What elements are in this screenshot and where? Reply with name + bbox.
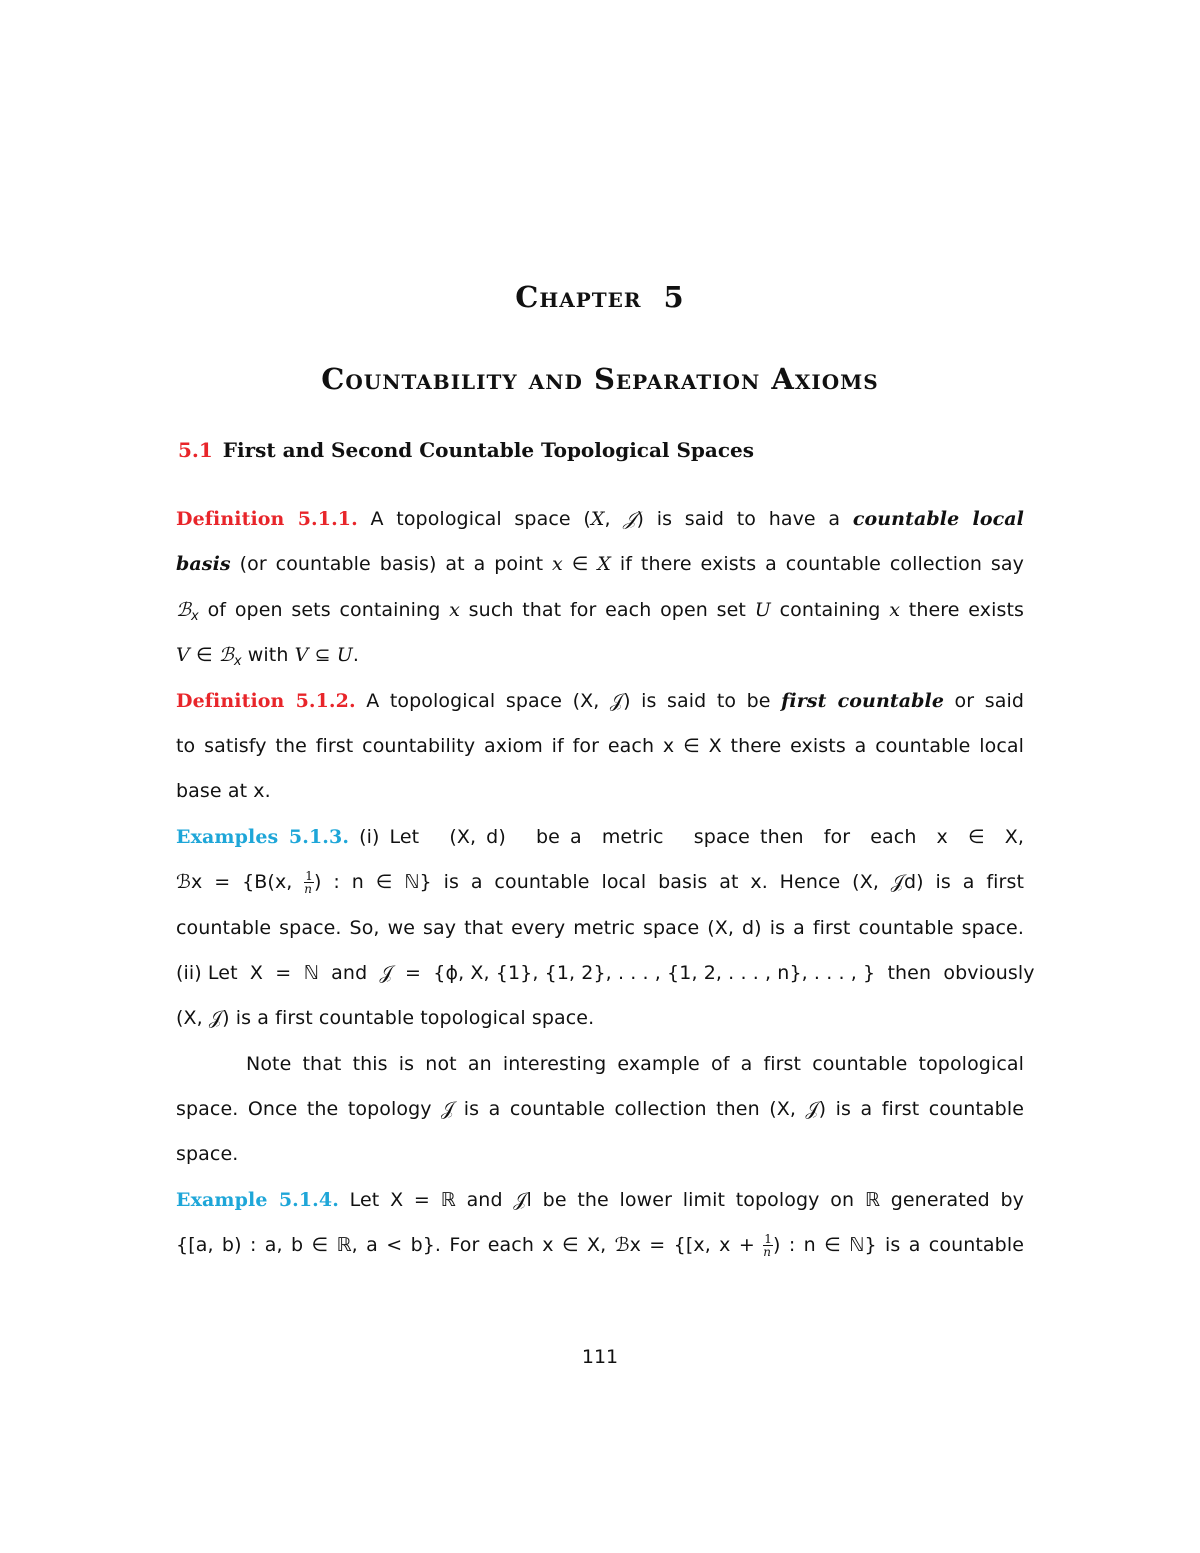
section-heading [178, 438, 1028, 462]
def1-line1: Definition 5.1.1. A topological space (X, 𝒥) is said to have a countable local [176, 508, 1024, 530]
def2-line1: Definition 5.1.2. A topological space (X, 𝒥) is said to be first countable or said [176, 689, 1024, 712]
ex1-line4: (ii) Let X = ℕ and 𝒥 = {ϕ, X, {1}, {1, 2}, . . . , {1, 2, . . . , n}, . . . , } then obviously [176, 961, 1035, 984]
def2-line3: base at x. [176, 780, 271, 803]
def1-line3: ℬ$_x$ of open sets containing x such that for each open set U containing x there exists [176, 598, 1025, 624]
def2-line2: to satisfy the first countability axiom if for each x ∈ X there exists a countable local [176, 734, 1024, 757]
ex1-note-line2: space. Once the topology 𝒥 is a countable collection then (X, 𝒥) is a first countable [176, 1098, 1024, 1121]
chapter-title: Countability and Separation Axioms [321, 362, 879, 396]
ex1-note-line1: Note that this is not an interesting example of a first countable topological [246, 1052, 1024, 1075]
chapter-label [0, 280, 1200, 314]
fraction-1-over-n: $\frac{1}{n}$ [763, 1232, 772, 1260]
section-title: First and Second Countable Topological Spaces [222, 438, 755, 462]
ex1-note-line3: space. [176, 1143, 239, 1166]
def1-term: countable local [852, 508, 1024, 530]
section-number: 5.1 [178, 438, 213, 462]
ex2-line1: Example 5.1.4. Let X = ℝ and 𝒥l be the lower limit topology on ℝ generated by [176, 1188, 1024, 1211]
ex1-label: Examples 5.1.3. [176, 825, 350, 848]
def2-term: first countable [781, 689, 945, 712]
ex2-line2: {[a, b) : a, b ∈ ℝ, a < b}. For each x ∈ X, ℬx = {[x, x + $\frac{1}{n}$ ) : n ∈ ℕ} is a countable [176, 1232, 1024, 1260]
page-number: 111 [581, 1346, 619, 1368]
def1-line2: basis (or countable basis) at a point x ∈ X if there exists a countable collection say [176, 553, 1024, 576]
ex1-line3: countable space. So, we say that every metric space (X, d) is a first countable space. [176, 916, 1024, 939]
ex1-line2: ℬx = {B(x, $\frac{1}{n}$ ) : n ∈ ℕ} is a countable local basis at x. Hence (X, 𝒥d) is a first [176, 869, 1024, 897]
chapter-number: 5 [663, 280, 685, 314]
def1-line4: V ∈ ℬ$_x$ with V ⊆ U. [176, 644, 360, 670]
def1-label: Definition 5.1.1. [176, 508, 358, 530]
body-text [176, 497, 1035, 1269]
ex1-line1: Examples 5.1.3. (i) Let (X, d) be a metric space then for each x ∈ X, [176, 825, 1024, 848]
fraction-1-over-n: $\frac{1}{n}$ [304, 869, 314, 897]
ex1-line5: (X, 𝒥) is a first countable topological space. [176, 1007, 595, 1030]
ex2-label: Example 5.1.4. [176, 1188, 339, 1211]
def2-label: Definition 5.1.2. [176, 689, 356, 712]
chapter-word: Chapter [515, 280, 642, 314]
